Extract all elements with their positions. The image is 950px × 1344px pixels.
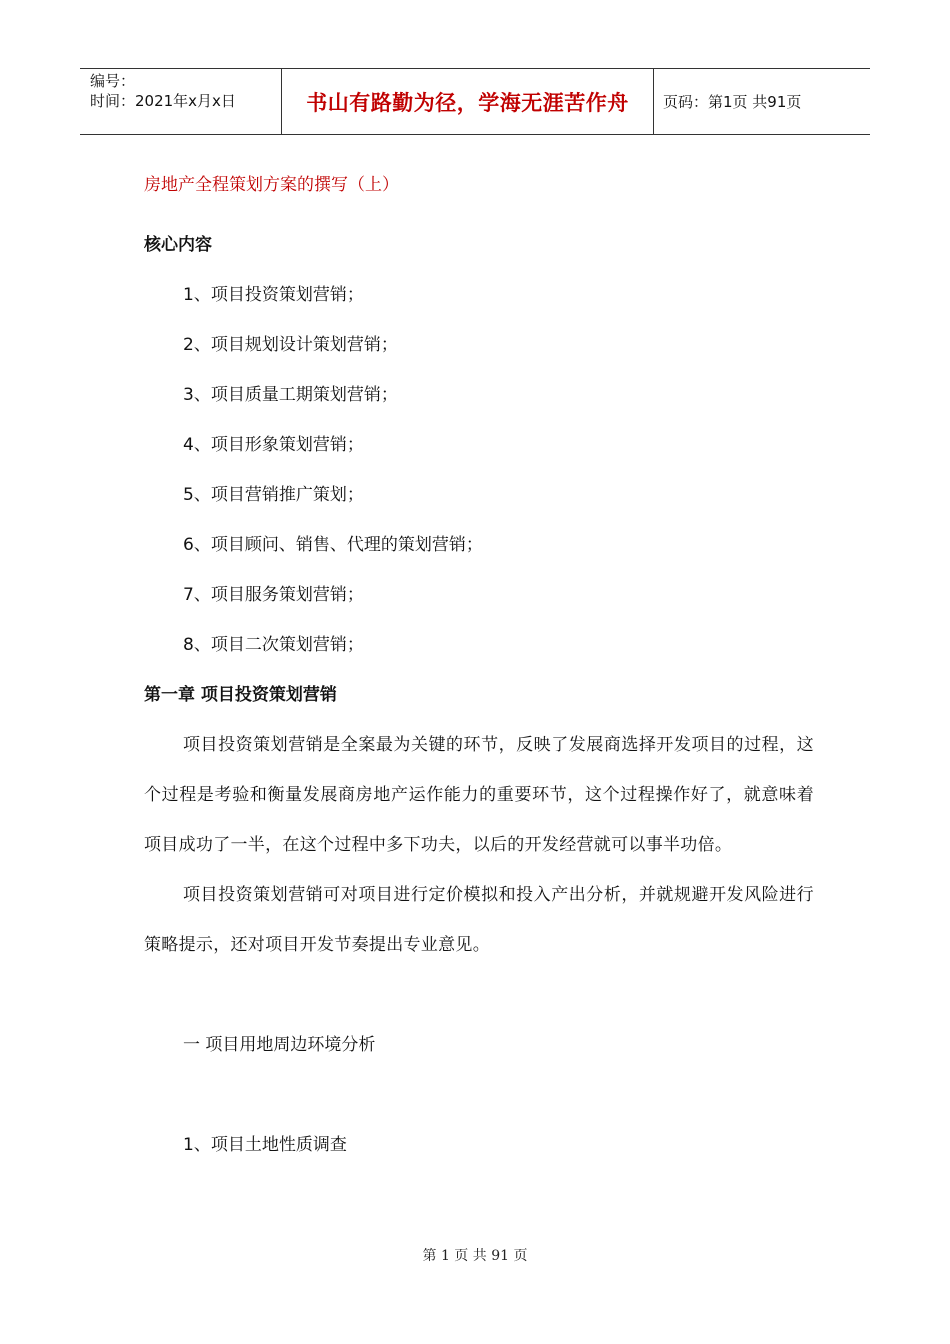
- core-item-2: 2、项目规划设计策划营销；: [183, 335, 398, 355]
- document-title: 房地产全程策划方案的撰写（上）: [144, 175, 399, 195]
- core-item-1: 1、项目投资策划营销；: [183, 285, 364, 305]
- core-item-3: 3、项目质量工期策划营销；: [183, 385, 398, 405]
- subsection-heading: 1、项目土地性质调查: [183, 1135, 347, 1155]
- header-page-info: 页码：第1页 共91页: [663, 93, 802, 111]
- number-label: 编号：: [90, 72, 136, 90]
- core-item-5: 5、项目营销推广策划；: [183, 485, 364, 505]
- paragraph-1: 项目投资策划营销是全案最为关键的环节，反映了发展商选择开发项目的过程，这个过程是考验和衡量发展商房地产运作能力的重要环节，这个过程操作好了，就意味着项目成功了一半，在这个过程中多下功夫，以后的开发经营就可以事半功倍。: [144, 735, 814, 855]
- core-item-7: 7、项目服务策划营销；: [183, 585, 364, 605]
- time-label: 时间：2021年x月x日: [90, 92, 236, 110]
- header-motto: 书山有路勤为径，学海无涯苦作舟: [282, 69, 654, 134]
- spacer: [144, 970, 814, 1020]
- chapter-heading: 第一章 项目投资策划营销: [144, 685, 337, 705]
- page-footer: 第 1 页 共 91 页: [422, 1248, 528, 1264]
- core-item-4: 4、项目形象策划营销；: [183, 435, 364, 455]
- section-heading: 一 项目用地周边环境分析: [183, 1035, 376, 1055]
- paragraph-2: 项目投资策划营销可对项目进行定价模拟和投入产出分析，并就规避开发风险进行策略提示，还对项目开发节奏提出专业意见。: [144, 885, 814, 955]
- document-body: [144, 170, 814, 1170]
- core-item-6: 6、项目顾问、销售、代理的策划营销；: [183, 535, 483, 555]
- header-meta: [80, 69, 282, 134]
- core-item-8: 8、项目二次策划营销；: [183, 635, 364, 655]
- page-header: [80, 68, 870, 135]
- spacer: [144, 1070, 814, 1120]
- core-heading: 核心内容: [144, 235, 212, 255]
